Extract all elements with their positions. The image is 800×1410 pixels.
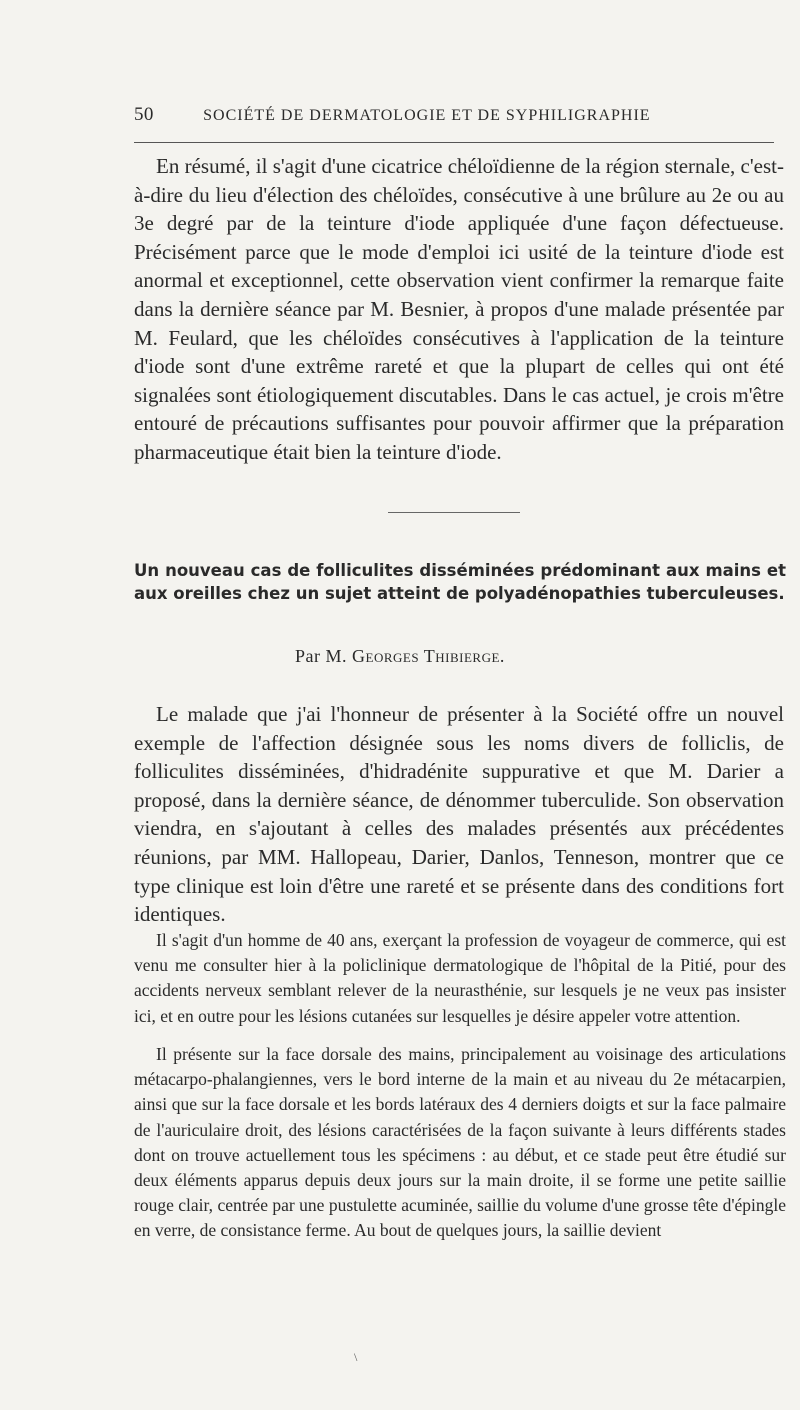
section-separator [388, 512, 520, 513]
stray-mark: \ [354, 1350, 358, 1364]
author-prefix: Par M. [295, 646, 348, 666]
running-header [134, 104, 774, 126]
running-title: SOCIÉTÉ DE DERMATOLOGIE ET DE SYPHILIGRAPHIE [203, 107, 651, 124]
case-paragraph: Il s'agit d'un homme de 40 ans, exerçant la profession de voyageur de commerce, qui est venu me consulter hier à la policlinique dermatologique de l'hôpital de la Pitié, pour des accidents nerveux semblant relever de la neurasthénie, sur lesquels je ne veux pas insister ici, et en outre pour les lésions cutanées sur lesquelles je désire appeler votre attention. [134, 930, 786, 1026]
article-title: Un nouveau cas de folliculites disséminées prédominant aux mains et aux oreilles chez un sujet atteint de polyadénopathies tuberculeuses. [134, 561, 786, 603]
author-name: Georges Thibierge. [352, 646, 505, 666]
page-number: 50 [134, 104, 154, 125]
summary-paragraph: En résumé, il s'agit d'une cicatrice chéloïdienne de la région sternale, c'est-à-dire du lieu d'élection des chéloïdes, consécutive à une brûlure au 2e ou au 3e degré par de la teinture d'iode appliquée d'une façon défectueuse. Précisément parce que le mode d'emploi ici usité de la teinture d'iode est anormal et exceptionnel, cette observation vient confirmer la remarque faite dans la dernière séance par M. Besnier, à propos d'une malade présentée par M. Feulard, que les chéloïdes consécutives à l'application de la teinture d'iode sont d'une extrême rareté et que la plupart de celles qui ont été signalées sont étiologiquement discutables. Dans le cas actuel, je crois m'être entouré de précautions suffisantes pour pouvoir affirmer que la préparation pharmaceutique était bien la teinture d'iode. [134, 154, 784, 464]
lesions-paragraph: Il présente sur la face dorsale des mains, principalement au voisinage des articulations métacarpo-phalangiennes, vers le bord interne de la main et au niveau du 2e métacarpien, ainsi que sur la face dorsale et les bords latéraux des 4 derniers doigts et sur la face palmaire de l'auriculaire droit, des lésions caractérisées de la façon suivante à leurs différents stades dont on trouve actuellement tous les spécimens : au début, et ce stade peut être étudié sur deux éléments apparus depuis deux jours sur la main droite, il se forme une petite saillie rouge clair, centrée par une pustulette acuminée, saillie du volume d'une grosse tête d'épingle en verre, de consistance ferme. Au bout de quelques jours, la saillie devient [134, 1044, 786, 1241]
header-rule [134, 142, 774, 143]
intro-paragraph: Le malade que j'ai l'honneur de présenter à la Société offre un nouvel exemple de l'affection désignée sous les noms divers de folliclis, de folliculites disséminées, d'hidradénite suppurative et que M. Darier a proposé, dans la dernière séance, de dénommer tuberculide. Son observation viendra, en s'ajoutant à celles des malades présentés aux précédentes réunions, par MM. Hallopeau, Darier, Danlos, Tenneson, montrer que ce type clinique est loin d'être une rareté et se présente dans des conditions fort identiques. [134, 702, 784, 927]
author-line [0, 646, 800, 667]
